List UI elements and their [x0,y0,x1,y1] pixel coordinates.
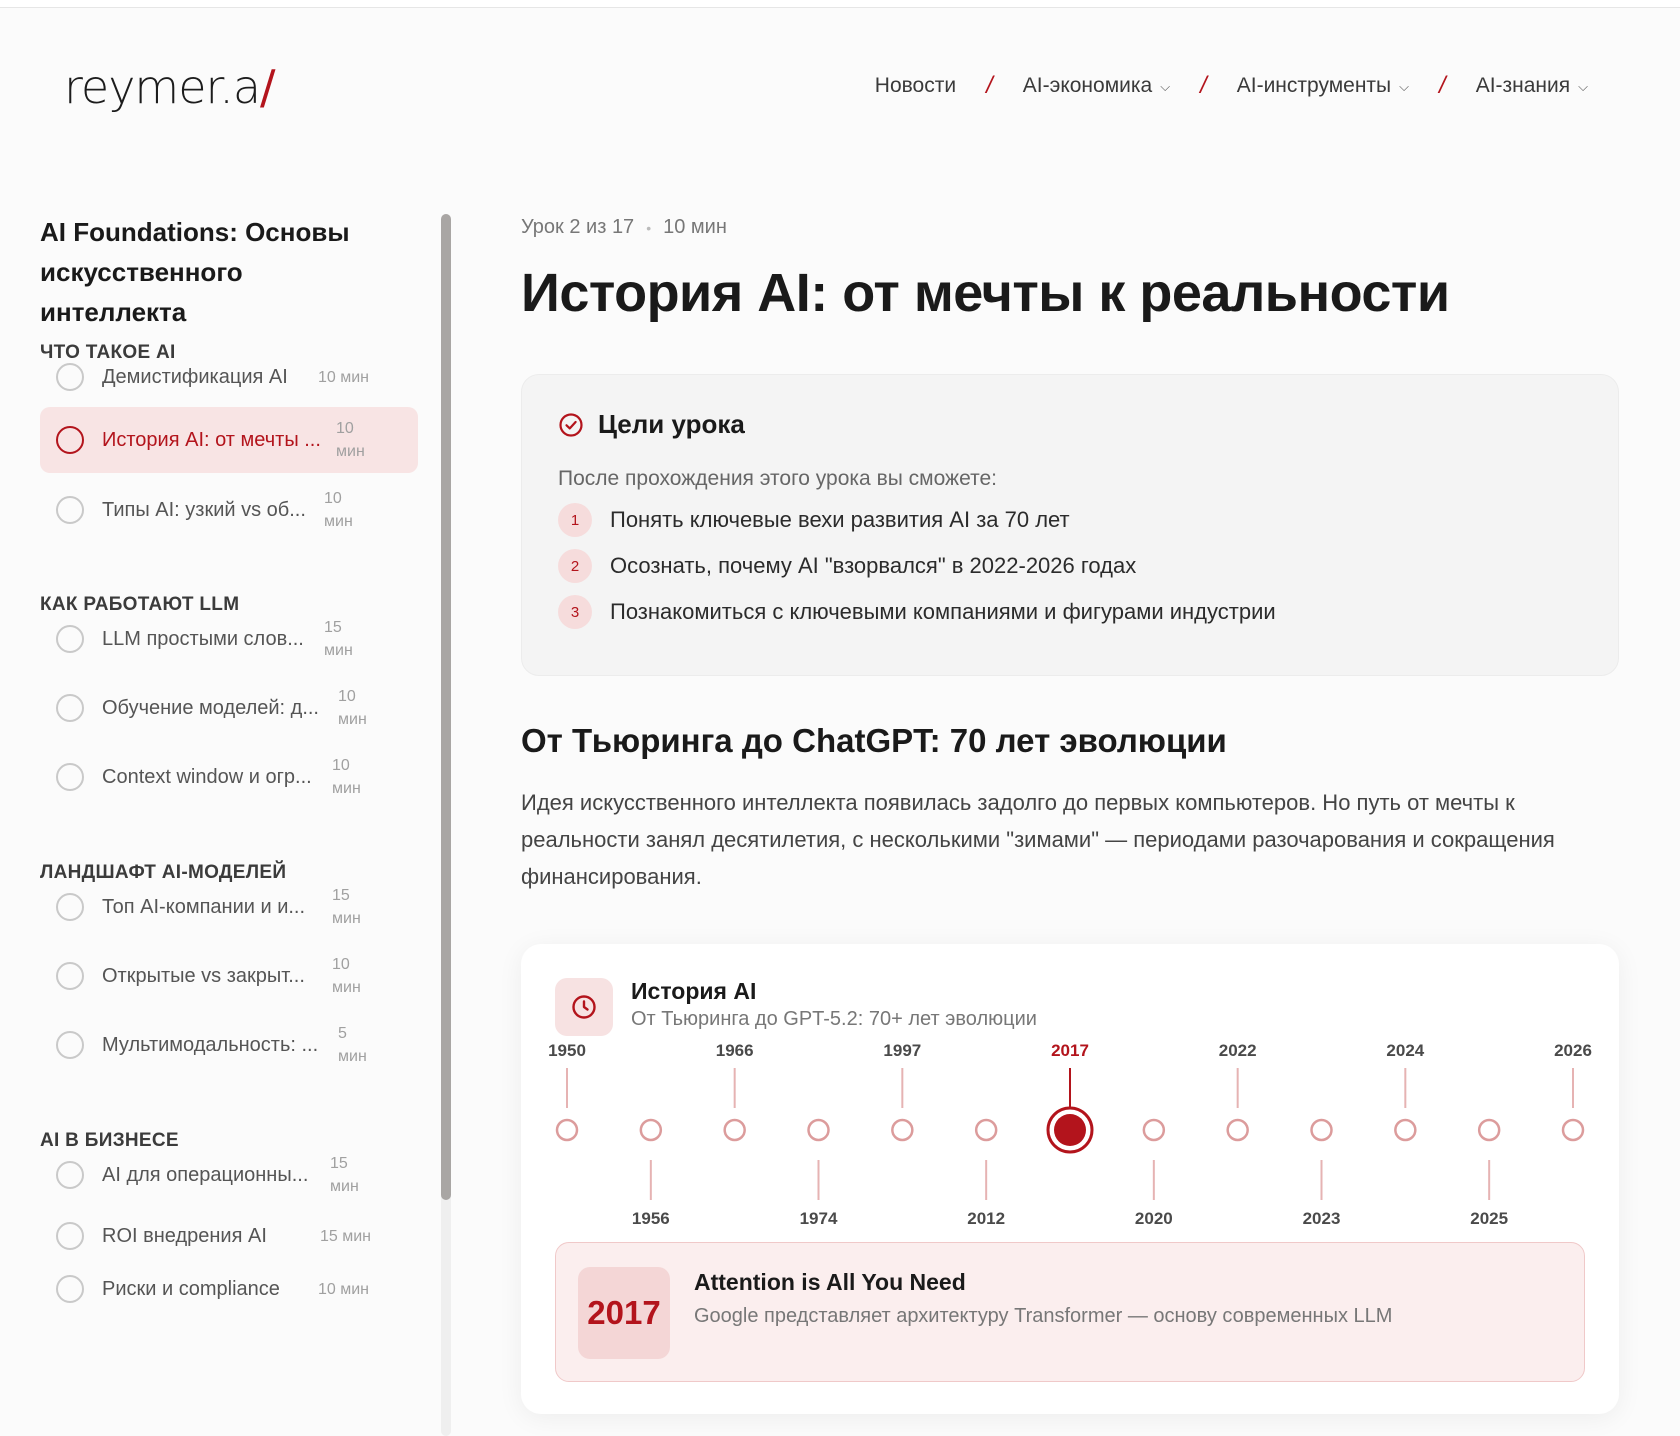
sidebar-section-title: ЛАНДШАФТ AI-МОДЕЛЕЙ [40,862,287,883]
lesson-label: ROI внедрения AI [102,1224,267,1247]
lesson-duration-value: 10 [324,490,342,507]
timeline-node-core [1054,1114,1086,1146]
course-title-line: искусственного [40,257,243,287]
timeline-year-label[interactable]: 2024 [1386,1041,1425,1060]
lesson-duration: 10 мин [318,1280,370,1298]
lesson-duration-unit: мин [338,711,367,728]
timeline-year-label[interactable]: 1997 [883,1041,922,1060]
lesson-duration-unit: мин [332,910,361,927]
timeline-node[interactable] [1479,1120,1499,1140]
goal-text: Понять ключевые вехи развития AI за 70 лет [610,507,1070,532]
sidebar-lesson[interactable] [40,1142,418,1208]
lesson-duration [324,487,353,533]
timeline-node[interactable] [1144,1120,1164,1140]
nav-item[interactable] [1237,74,1409,98]
sidebar-lesson[interactable] [40,943,418,1009]
lesson-label: Обучение моделей: д... [102,696,319,719]
goal-number: 2 [558,549,592,583]
lesson-duration: 15 мин [320,1227,372,1245]
browser-top-edge [0,0,1680,8]
timeline-node[interactable] [809,1120,829,1140]
site-logo[interactable] [64,60,275,114]
lesson-label: Риски и compliance [102,1277,280,1300]
nav-separator: / [1200,72,1207,99]
timeline-node[interactable] [725,1120,745,1140]
timeline-track [521,944,1619,1244]
lesson-label: Топ AI-компании и и... [102,895,306,918]
lesson-status-circle-icon [56,694,84,722]
chevron-down-icon: ⌵ [1399,79,1410,94]
timeline-year-label[interactable]: 2017 [1051,1041,1089,1060]
sidebar-lesson[interactable] [40,874,418,940]
sidebar-section-title: КАК РАБОТАЮТ LLM [40,594,240,615]
lesson-duration-value: 15 [324,619,342,636]
timeline-node[interactable] [976,1120,996,1140]
lesson-label: Открытые vs закрыт... [102,964,305,987]
timeline-node-circle [976,1120,996,1140]
lesson-status-circle-icon [56,1031,84,1059]
sidebar-lesson[interactable] [40,744,418,810]
main-nav [875,72,1588,100]
timeline-card [521,944,1619,1414]
event-description: Google представляет архитектуру Transformer — основу современных LLM [694,1305,1393,1327]
timeline-node-circle [557,1120,577,1140]
nav-item-label: AI-знания [1475,74,1571,97]
nav-item[interactable] [1476,74,1588,98]
lesson-duration [332,754,361,800]
lesson-duration-value: 15 [332,887,350,904]
goal-item [558,595,1276,629]
logo-slash: / [260,60,275,114]
timeline-node-circle [1312,1120,1332,1140]
lesson-duration-unit: мин [336,443,365,460]
sidebar-lesson[interactable] [40,1256,418,1322]
event-title: Attention is All You Need [694,1269,966,1295]
lesson-duration [336,417,365,463]
nav-separator: / [986,72,993,99]
lesson-status-circle-icon [56,893,84,921]
timeline-node[interactable] [1395,1120,1415,1140]
timeline-year-label[interactable]: 2020 [1134,1209,1173,1228]
lesson-duration-unit: мин [324,642,353,659]
lesson-duration [332,953,361,999]
event-year-badge: 2017 [578,1267,670,1359]
lesson-duration-value: 5 [338,1025,347,1042]
timeline-node[interactable] [1563,1120,1583,1140]
lesson-status-circle-icon [56,1161,84,1189]
lesson-duration [324,616,353,662]
lesson-status-circle-icon [56,496,84,524]
lesson-label: История AI: от мечты ... [102,428,321,451]
course-title [40,212,420,332]
course-sidebar [40,212,420,1300]
nav-item-label: AI-экономика [1022,74,1153,97]
sidebar-section-title: AI В БИЗНЕСЕ [40,1130,179,1151]
lesson-status-circle-icon [56,363,84,391]
lesson-status-circle-icon [56,1275,84,1303]
goals-title: Цели урока [598,409,745,439]
selected-event-card [555,1242,1585,1382]
goal-text: Познакомиться с ключевыми компаниями и фигурами индустрии [610,599,1276,624]
timeline-title: История AI [631,978,757,1004]
lesson-status-circle-icon [56,962,84,990]
lesson-duration-value: 10 [332,956,350,973]
sidebar-lesson[interactable] [40,675,418,741]
sidebar-section-title: ЧТО ТАКОЕ AI [40,342,176,363]
lesson-duration-unit: мин [332,780,361,797]
lesson-duration-value: 10 [338,688,356,705]
timeline-year-label[interactable]: 1956 [631,1209,670,1228]
lesson-duration-unit: мин [332,979,361,996]
lesson-label: Демистификация AI [102,365,288,388]
lesson-duration-unit: мин [338,1048,367,1065]
lesson-status-circle-icon [56,426,84,454]
timeline-year-label[interactable]: 2023 [1302,1209,1341,1228]
timeline-year-label[interactable]: 1950 [548,1041,586,1060]
lesson-goals-card [521,374,1619,676]
nav-item[interactable] [875,74,956,98]
lesson-label: LLM простыми слов... [102,627,304,650]
nav-item-label: Новости [874,74,957,97]
goals-intro: После прохождения этого урока вы сможете: [558,467,997,490]
timeline-year-label[interactable]: 2022 [1218,1041,1257,1060]
logo-text: reymer.a [64,60,261,114]
lesson-label: Мультимодальность: ... [102,1033,319,1056]
check-circle-icon [558,412,584,438]
timeline-node[interactable] [1312,1120,1332,1140]
sidebar-lesson[interactable] [40,477,418,543]
course-title-line: интеллекта [40,297,187,327]
timeline-year-label[interactable]: 2012 [967,1209,1006,1228]
timeline-year-label[interactable]: 2026 [1554,1041,1592,1060]
lesson-label: AI для операционны... [102,1163,309,1186]
timeline-node-circle [1228,1120,1248,1140]
timeline-node-circle [809,1120,829,1140]
nav-separator: / [1439,72,1446,99]
goals-header [558,409,745,440]
sidebar-lesson-active[interactable] [40,407,418,473]
lesson-duration-value: 10 [332,757,350,774]
lesson-duration [330,1152,359,1198]
nav-item-label: AI-инструменты [1236,74,1392,97]
section-paragraph: Идея искусственного интеллекта появилась задолго до первых компьютеров. Но путь от мечты к реальности занял десятилетия, с несколькими "зимами" — периодами разочарования и сокращения финансирования. [521,790,1555,889]
timeline-node-circle [1479,1120,1499,1140]
lesson-title: История AI: от мечты к реальности [521,263,1450,323]
timeline-node[interactable] [557,1120,577,1140]
lesson-duration-value: 10 [336,420,354,437]
lesson-duration [332,884,361,930]
meta-separator-dot: • [646,219,652,236]
lesson-label: Context window и огр... [102,765,312,788]
sidebar-lesson[interactable] [40,344,418,410]
lesson-duration: 10 мин [663,216,727,238]
lesson-label: Типы AI: узкий vs об... [102,498,306,521]
lesson-meta [521,216,727,239]
lesson-duration: 10 мин [318,368,370,386]
chevron-down-icon: ⌵ [1160,79,1171,94]
lesson-duration-unit: мин [330,1178,359,1195]
lesson-status-circle-icon [56,1222,84,1250]
goal-item [558,503,1070,537]
timeline-node[interactable] [1228,1120,1248,1140]
sidebar-scrollbar-thumb[interactable] [441,214,451,1200]
timeline-node-circle [1395,1120,1415,1140]
goal-number: 3 [558,595,592,629]
timeline-year-label[interactable]: 2025 [1470,1209,1509,1228]
timeline-node[interactable] [892,1120,912,1140]
goal-text: Осознать, почему AI "взорвался" в 2022-2026 годах [610,553,1137,578]
goal-number: 1 [558,503,592,537]
sidebar-lesson[interactable] [40,1012,418,1078]
timeline-node-circle [641,1120,661,1140]
lesson-duration-value: 15 [330,1155,348,1172]
chevron-down-icon: ⌵ [1578,79,1588,94]
timeline-node[interactable] [1048,1108,1092,1152]
lesson-duration [338,1022,367,1068]
course-title-line: AI Foundations: Основы [40,217,350,247]
goal-item [558,549,1136,583]
timeline-node-circle [1144,1120,1164,1140]
lesson-status-circle-icon [56,763,84,791]
lesson-duration-unit: мин [324,513,353,530]
timeline-year-label[interactable]: 1974 [799,1209,838,1228]
sidebar-lesson[interactable] [40,606,418,672]
lesson-duration [338,685,367,731]
section-heading: От Тьюринга до ChatGPT: 70 лет эволюции [521,722,1227,759]
lesson-status-circle-icon [56,625,84,653]
timeline-node[interactable] [641,1120,661,1140]
timeline-node-circle [1563,1120,1583,1140]
nav-item[interactable] [1023,74,1170,98]
timeline-subtitle: От Тьюринга до GPT-5.2: 70+ лет эволюции [631,1008,1037,1030]
timeline-node-circle [725,1120,745,1140]
timeline-year-label[interactable]: 1966 [715,1041,754,1060]
lesson-progress: Урок 2 из 17 [521,216,635,238]
timeline-node-circle [892,1120,912,1140]
